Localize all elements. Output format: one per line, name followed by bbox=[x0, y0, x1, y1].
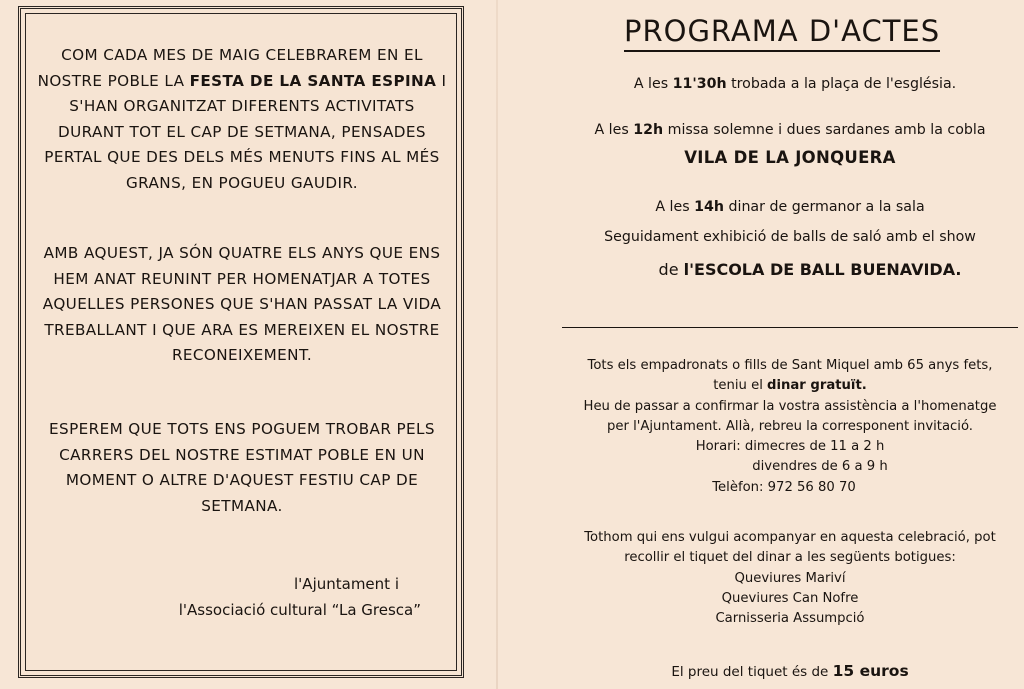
info-line-2 bbox=[560, 376, 1020, 396]
page-title: PROGRAMA D'ACTES bbox=[624, 12, 940, 52]
shop-item: Queviures Mariví bbox=[734, 570, 846, 586]
signature-line-1: l'Ajuntament i bbox=[294, 575, 399, 593]
dance-school bbox=[580, 260, 1024, 279]
event-gathering-pre: A les bbox=[633, 76, 673, 92]
info-line-4: per l'Ajuntament. Allà, rebreu la corresponent invitació. bbox=[606, 418, 974, 434]
event-lunch bbox=[560, 199, 1020, 215]
free-lunch-info bbox=[560, 356, 1020, 498]
event-lunch-pre: A les bbox=[655, 199, 695, 215]
ticket-price-label: El preu del tiquet és de bbox=[671, 664, 833, 680]
dance-school-name: l'ESCOLA DE BALL BUENAVIDA. bbox=[683, 260, 962, 279]
signature-line-2: l'Associació cultural “La Gresca” bbox=[178, 601, 421, 619]
info-line-3: Heu de passar a confirmar la vostra assistència a l'homenatge bbox=[583, 398, 997, 414]
event-mass-time: 12h bbox=[633, 122, 664, 138]
shop-item: Carnisseria Assumpció bbox=[715, 611, 865, 627]
anniversary-paragraph bbox=[37, 241, 447, 369]
event-mass bbox=[560, 122, 1020, 138]
intro-text-a: COM CADA MES DE MAIG CELEBRAREM EN EL NOSTRE POBLE LA bbox=[37, 46, 423, 90]
event-gathering bbox=[600, 76, 990, 92]
event-lunch-time: 14h bbox=[694, 199, 724, 215]
dance-school-pre: de bbox=[658, 260, 684, 279]
event-mass-desc: missa solemne i dues sardanes amb la cobla bbox=[663, 122, 986, 138]
closing-paragraph bbox=[37, 417, 447, 519]
section-divider bbox=[562, 327, 1018, 328]
page-fold bbox=[496, 0, 498, 689]
info-line-1: Tots els empadronats o fills de Sant Miquel amb 65 anys fets, bbox=[587, 358, 993, 373]
event-gathering-time: 11'30h bbox=[672, 76, 727, 92]
event-gathering-desc: trobada a la plaça de l'església. bbox=[726, 76, 957, 92]
anniversary-text: AMB AQUEST, JA SÓN QUATRE ELS ANYS QUE ENS HEM ANAT REUNINT PER HOMENATJAR A TOTES AQUELLES PERSONES QUE S'HAN PASSAT LA VIDA TREBALLANT I QUE ARA ES MEREIXEN EL NOSTRE RECONEIXEMENT. bbox=[42, 244, 442, 365]
schedule-line-2: divendres de 6 a 9 h bbox=[752, 459, 888, 475]
ticket-price-value: 15 euros bbox=[832, 662, 909, 680]
shop-item: Queviures Can Nofre bbox=[721, 590, 859, 606]
event-dance-show: Seguidament exhibició de balls de saló amb el show bbox=[604, 229, 976, 245]
intro-paragraph bbox=[37, 43, 447, 197]
ticket-price bbox=[560, 662, 1020, 680]
info-line-2-pre: teniu el bbox=[713, 378, 768, 394]
free-lunch-label: dinar gratuït. bbox=[767, 378, 867, 394]
event-lunch-desc: dinar de germanor a la sala bbox=[723, 199, 925, 215]
phone-number: Telèfon: 972 56 80 70 bbox=[712, 479, 856, 495]
signature bbox=[41, 571, 421, 623]
cobla-name: VILA DE LA JONQUERA bbox=[684, 148, 896, 167]
ticket-shops bbox=[560, 528, 1020, 629]
shops-line-1: Tothom qui ens vulgui acompanyar en aquesta celebració, pot bbox=[584, 530, 996, 545]
closing-text: ESPEREM QUE TOTS ENS POGUEM TROBAR PELS CARRERS DEL NOSTRE ESTIMAT POBLE EN UN MOMENT O ALTRE D'AQUEST FESTIU CAP DE SETMANA. bbox=[49, 420, 435, 515]
festival-name: FESTA DE LA SANTA ESPINA bbox=[189, 71, 437, 90]
schedule-line-1: Horari: dimecres de 11 a 2 h bbox=[695, 439, 885, 455]
shops-line-2: recollir el tiquet del dinar a les següents botigues: bbox=[624, 550, 956, 566]
intro-text-b: I S'HAN ORGANITZAT DIFERENTS ACTIVITATS DURANT TOT EL CAP DE SETMANA, PENSADES PERTAL QUE DES DELS MÉS MENUTS FINS AL MÉS GRANS, EN POGUEU GAUDIR. bbox=[44, 71, 447, 192]
left-text-box bbox=[18, 6, 464, 678]
event-mass-pre: A les bbox=[594, 122, 634, 138]
